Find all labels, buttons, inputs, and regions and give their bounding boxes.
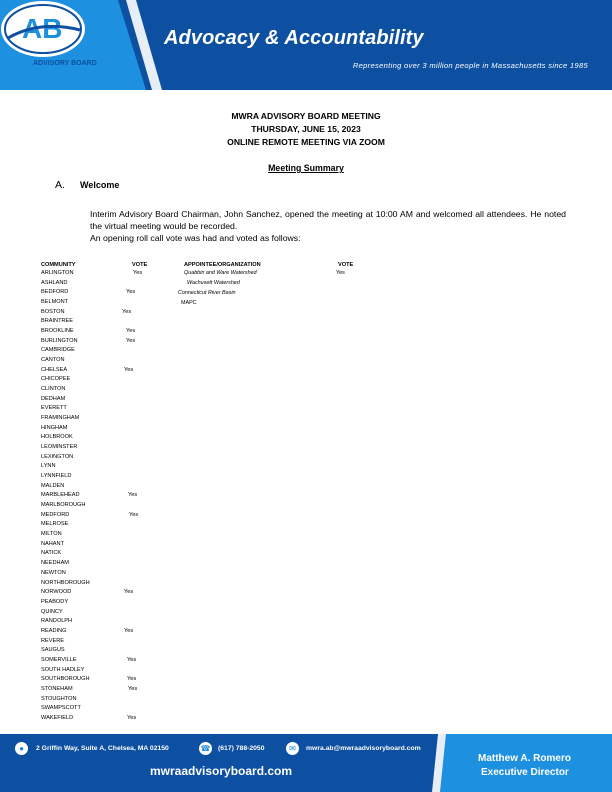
- community-vote: Yes: [129, 511, 139, 518]
- appointee-quabbin-vote: Yes: [336, 270, 345, 276]
- community-vote: Yes: [124, 366, 134, 373]
- table-row: [41, 521, 441, 531]
- table-row: [41, 492, 441, 502]
- table-row: [41, 289, 441, 299]
- table-row: [41, 609, 441, 619]
- table-row: [41, 405, 441, 415]
- meeting-location: ONLINE REMOTE MEETING VIA ZOOM: [227, 137, 385, 147]
- community-name: MARBLEHEAD: [41, 492, 80, 499]
- community-vote: Yes: [122, 308, 132, 315]
- community-name: CAMBRIDGE: [41, 347, 75, 354]
- table-row: [41, 386, 441, 396]
- email-icon: ✉: [286, 742, 299, 755]
- community-name: NORWOOD: [41, 589, 72, 596]
- community-vote: Yes: [127, 676, 137, 683]
- appointee-quabbin: Quabbin and Ware Watershed: [184, 270, 257, 276]
- table-row: [41, 531, 441, 541]
- table-row: [41, 357, 441, 367]
- community-vote: Yes: [133, 270, 143, 276]
- phone-icon: ☎: [200, 744, 211, 753]
- community-name: REVERE: [41, 637, 65, 644]
- table-row: [41, 483, 441, 493]
- footer-website[interactable]: mwraadvisoryboard.com: [150, 764, 293, 778]
- table-row: [41, 434, 441, 444]
- community-name: READING: [41, 627, 67, 634]
- community-vote: Yes: [126, 337, 136, 344]
- community-name: CHICOPEE: [41, 376, 71, 383]
- community-name: LYNN: [41, 463, 56, 470]
- section-letter: A.: [55, 179, 65, 191]
- logo-text: ADVISORY BOARD: [33, 60, 97, 67]
- footer-address: 2 Griffin Way, Suite A, Chelsea, MA 02150: [36, 745, 169, 752]
- community-name: SOUTH HADLEY: [41, 666, 85, 673]
- appointee-wachusett: Wachusett Watershed: [187, 280, 240, 286]
- table-row: [41, 715, 441, 725]
- community-name: HOLBROOK: [41, 434, 73, 441]
- community-name: STOUGHTON: [41, 695, 77, 702]
- community-name: MALDEN: [41, 482, 65, 489]
- community-name: QUINCY: [41, 608, 63, 615]
- community-name: LEXINGTON: [41, 453, 74, 460]
- community-name: MEDFORD: [41, 511, 70, 518]
- header-appointee: APPOINTEE/ORGANIZATION: [184, 262, 261, 268]
- table-row: [41, 280, 441, 290]
- community-name: STONEHAM: [41, 685, 73, 692]
- community-name: MILTON: [41, 531, 62, 538]
- table-row: [41, 580, 441, 590]
- table-row: [41, 415, 441, 425]
- table-row: [41, 638, 441, 648]
- community-vote-list: [41, 270, 441, 725]
- community-name: RANDOLPH: [41, 618, 73, 625]
- community-name: SAUGUS: [41, 647, 65, 654]
- table-row: [41, 560, 441, 570]
- community-name: BURLINGTON: [41, 337, 78, 344]
- header-title: Advocacy & Accountability: [164, 27, 424, 49]
- table-row: [41, 502, 441, 512]
- community-name: LEOMINSTER: [41, 444, 78, 451]
- community-vote: Yes: [126, 328, 136, 335]
- table-row: [41, 618, 441, 628]
- table-row: [41, 299, 441, 309]
- community-name: CLINTON: [41, 386, 66, 393]
- table-row: [41, 696, 441, 706]
- table-row: [41, 367, 441, 377]
- location-pin-icon: ●: [15, 742, 28, 755]
- community-name: ASHLAND: [41, 279, 68, 286]
- community-name: HINGHAM: [41, 424, 68, 431]
- header-tagline: Representing over 3 million people in Massachusetts since 1985: [352, 61, 588, 70]
- community-name: DEDHAM: [41, 395, 66, 402]
- table-row: [41, 570, 441, 580]
- community-name: SWAMPSCOTT: [41, 705, 81, 712]
- table-row: [41, 454, 441, 464]
- summary-heading: Meeting Summary: [268, 163, 344, 173]
- table-row: [41, 667, 441, 677]
- appointee-connecticut: Connecticut River Basin: [178, 290, 236, 296]
- meeting-title: MWRA ADVISORY BOARD MEETING: [231, 111, 381, 121]
- header-vote-2: VOTE: [338, 262, 354, 268]
- welcome-paragraph: [90, 208, 566, 244]
- appointee-mapc: MAPC: [181, 300, 197, 306]
- community-vote: Yes: [128, 685, 138, 692]
- community-vote: Yes: [124, 627, 134, 634]
- table-row: [41, 676, 441, 686]
- table-row: [41, 550, 441, 560]
- community-vote: Yes: [126, 289, 136, 296]
- community-name: NAHANT: [41, 540, 64, 547]
- community-name: FRAMINGHAM: [41, 415, 80, 422]
- community-name: PEABODY: [41, 598, 69, 605]
- table-row: [41, 463, 441, 473]
- table-row: [41, 328, 441, 338]
- community-name: BEDFORD: [41, 289, 69, 296]
- table-row: [41, 444, 441, 454]
- table-row: [41, 686, 441, 696]
- community-name: NORTHBOROUGH: [41, 579, 90, 586]
- footer-email[interactable]: mwra.ab@mwraadvisoryboard.com: [306, 745, 421, 752]
- community-name: MARLBOROUGH: [41, 502, 86, 509]
- director-title: Executive Director: [481, 767, 569, 778]
- header-community: COMMUNITY: [41, 262, 76, 268]
- table-row: [41, 541, 441, 551]
- page-header: [0, 0, 612, 90]
- community-name: CHELSEA: [41, 366, 68, 373]
- meeting-date: THURSDAY, JUNE 15, 2023: [251, 124, 361, 134]
- community-vote: Yes: [127, 656, 137, 663]
- community-name: BELMONT: [41, 299, 69, 306]
- table-row: [41, 512, 441, 522]
- section-title: Welcome: [80, 180, 120, 190]
- community-name: BRAINTREE: [41, 318, 74, 325]
- community-name: EVERETT: [41, 405, 67, 412]
- table-row: [41, 657, 441, 667]
- header-vote: VOTE: [132, 262, 148, 268]
- director-name: Matthew A. Romero: [478, 753, 571, 764]
- community-name: NEWTON: [41, 569, 66, 576]
- table-row: [41, 425, 441, 435]
- community-name: SOUTHBOROUGH: [41, 676, 90, 683]
- community-name: NEEDHAM: [41, 560, 69, 567]
- table-row: [41, 309, 441, 319]
- community-name: BROOKLINE: [41, 328, 74, 335]
- community-name: CANTON: [41, 357, 65, 364]
- table-row: [41, 628, 441, 638]
- table-row: [41, 599, 441, 609]
- community-vote: Yes: [124, 589, 134, 596]
- table-row: [41, 347, 441, 357]
- paragraph-rollcall: An opening roll call vote was had and voted as follows:: [90, 233, 301, 243]
- table-row: [41, 473, 441, 483]
- table-row: [41, 705, 441, 715]
- svg-text:AB: AB: [22, 13, 63, 44]
- community-name: MELROSE: [41, 521, 69, 528]
- community-name: NATICK: [41, 550, 62, 557]
- table-row: [41, 647, 441, 657]
- paragraph-opening: Interim Advisory Board Chairman, John Sanchez, opened the meeting at 10:00 AM and welcomed all attendees. He noted the virtual meeting would be recorded.: [90, 209, 566, 231]
- table-row: [41, 338, 441, 348]
- table-row: [41, 318, 441, 328]
- footer-phone[interactable]: (617) 788-2050: [218, 745, 265, 752]
- community-name: BOSTON: [41, 308, 65, 315]
- community-name: SOMERVILLE: [41, 656, 77, 663]
- table-row: [41, 589, 441, 599]
- community-vote: Yes: [128, 492, 138, 499]
- community-name: WAKEFIELD: [41, 714, 74, 721]
- community-vote: Yes: [127, 714, 137, 721]
- advisory-board-logo-icon: [0, 0, 86, 58]
- community-name: ARLINGTON: [41, 270, 74, 276]
- community-name: LYNNFIELD: [41, 473, 72, 480]
- table-row: [41, 396, 441, 406]
- table-row: [41, 376, 441, 386]
